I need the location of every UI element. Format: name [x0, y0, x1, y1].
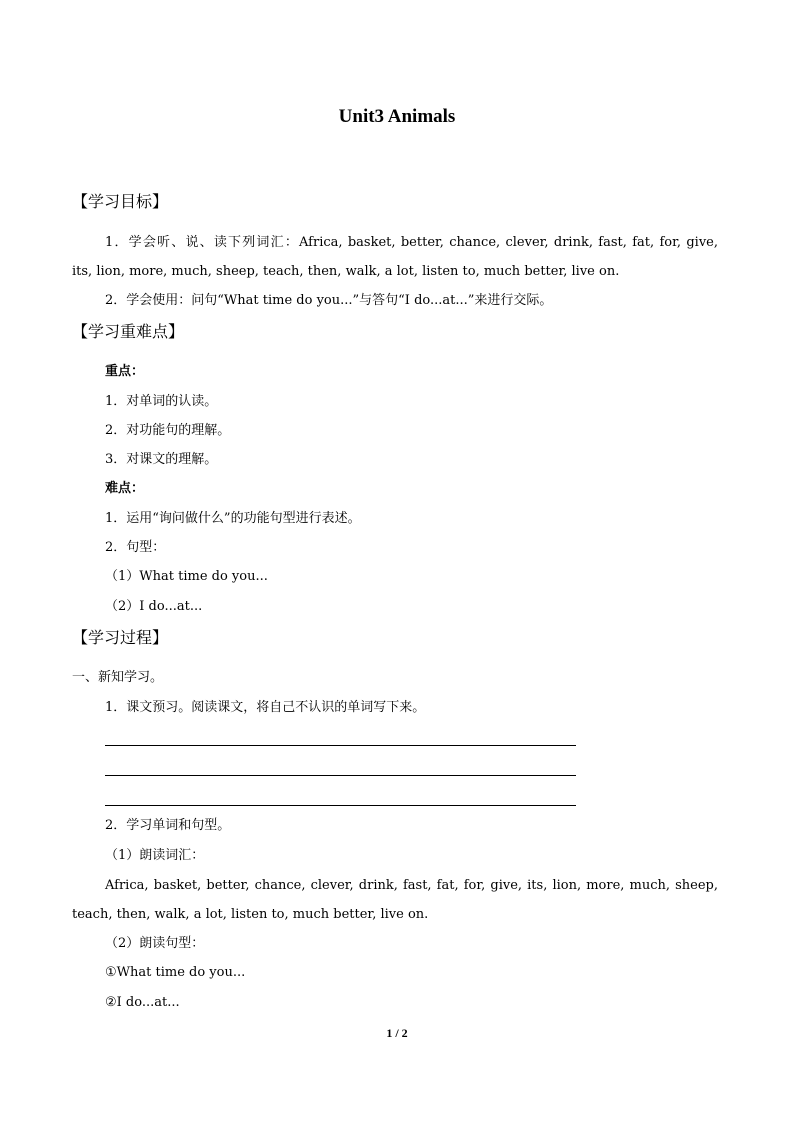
focus-item-3: 3．对课文的理解。 [105, 452, 218, 467]
vocab-line-1: Africa, basket, better, chance, clever, drink, fast, fat, for, give, its, lion, more, much, sheep, [105, 878, 718, 893]
focus-item-2: 2．对功能句的理解。 [105, 423, 231, 438]
vocab-line-2: teach, then, walk, a lot, listen to, much better, live on. [72, 907, 429, 922]
writing-line-3 [105, 805, 576, 806]
pattern-1: ①What time do you... [105, 965, 246, 980]
difficulty-item-2: 2．句型： [105, 540, 166, 555]
page-number: 1 / 2 [386, 1026, 408, 1040]
writing-line-2 [105, 775, 576, 776]
process-part1: 一、新知学习。 [72, 670, 164, 685]
difficulty-label: 难点： [105, 481, 145, 496]
document-title: Unit3 Animals [338, 106, 456, 127]
goals-item1-line1: 1．学会听、说、读下列词汇：Africa, basket, better, chance, clever, drink, fast, fat, for, give, [105, 235, 718, 250]
process-heading: 【学习过程】 [72, 628, 169, 647]
pattern-2: ②I do...at... [105, 995, 180, 1010]
difficulty-item-4: （2）I do...at... [105, 599, 203, 614]
process-sub1: （1）朗读词汇： [105, 848, 205, 863]
process-step2: 2．学习单词和句型。 [105, 818, 231, 833]
focus-item-1: 1．对单词的认读。 [105, 394, 218, 409]
writing-line-1 [105, 745, 576, 746]
key-points-heading: 【学习重难点】 [72, 322, 185, 341]
focus-label: 重点： [105, 364, 145, 379]
difficulty-item-1: 1．运用“询问做什么”的功能句型进行表述。 [105, 511, 361, 526]
process-sub2: （2）朗读句型： [105, 936, 205, 951]
process-step1: 1．课文预习。阅读课文，将自己不认识的单词写下来。 [105, 700, 426, 715]
goals-heading: 【学习目标】 [72, 192, 169, 211]
goals-item1-line2: its, lion, more, much, sheep, teach, then, walk, a lot, listen to, much better, live on. [72, 264, 620, 279]
goals-item2: 2．学会使用：问句“What time do you...”与答句“I do...at...”来进行交际。 [105, 293, 553, 308]
difficulty-item-3: （1）What time do you... [105, 569, 268, 584]
